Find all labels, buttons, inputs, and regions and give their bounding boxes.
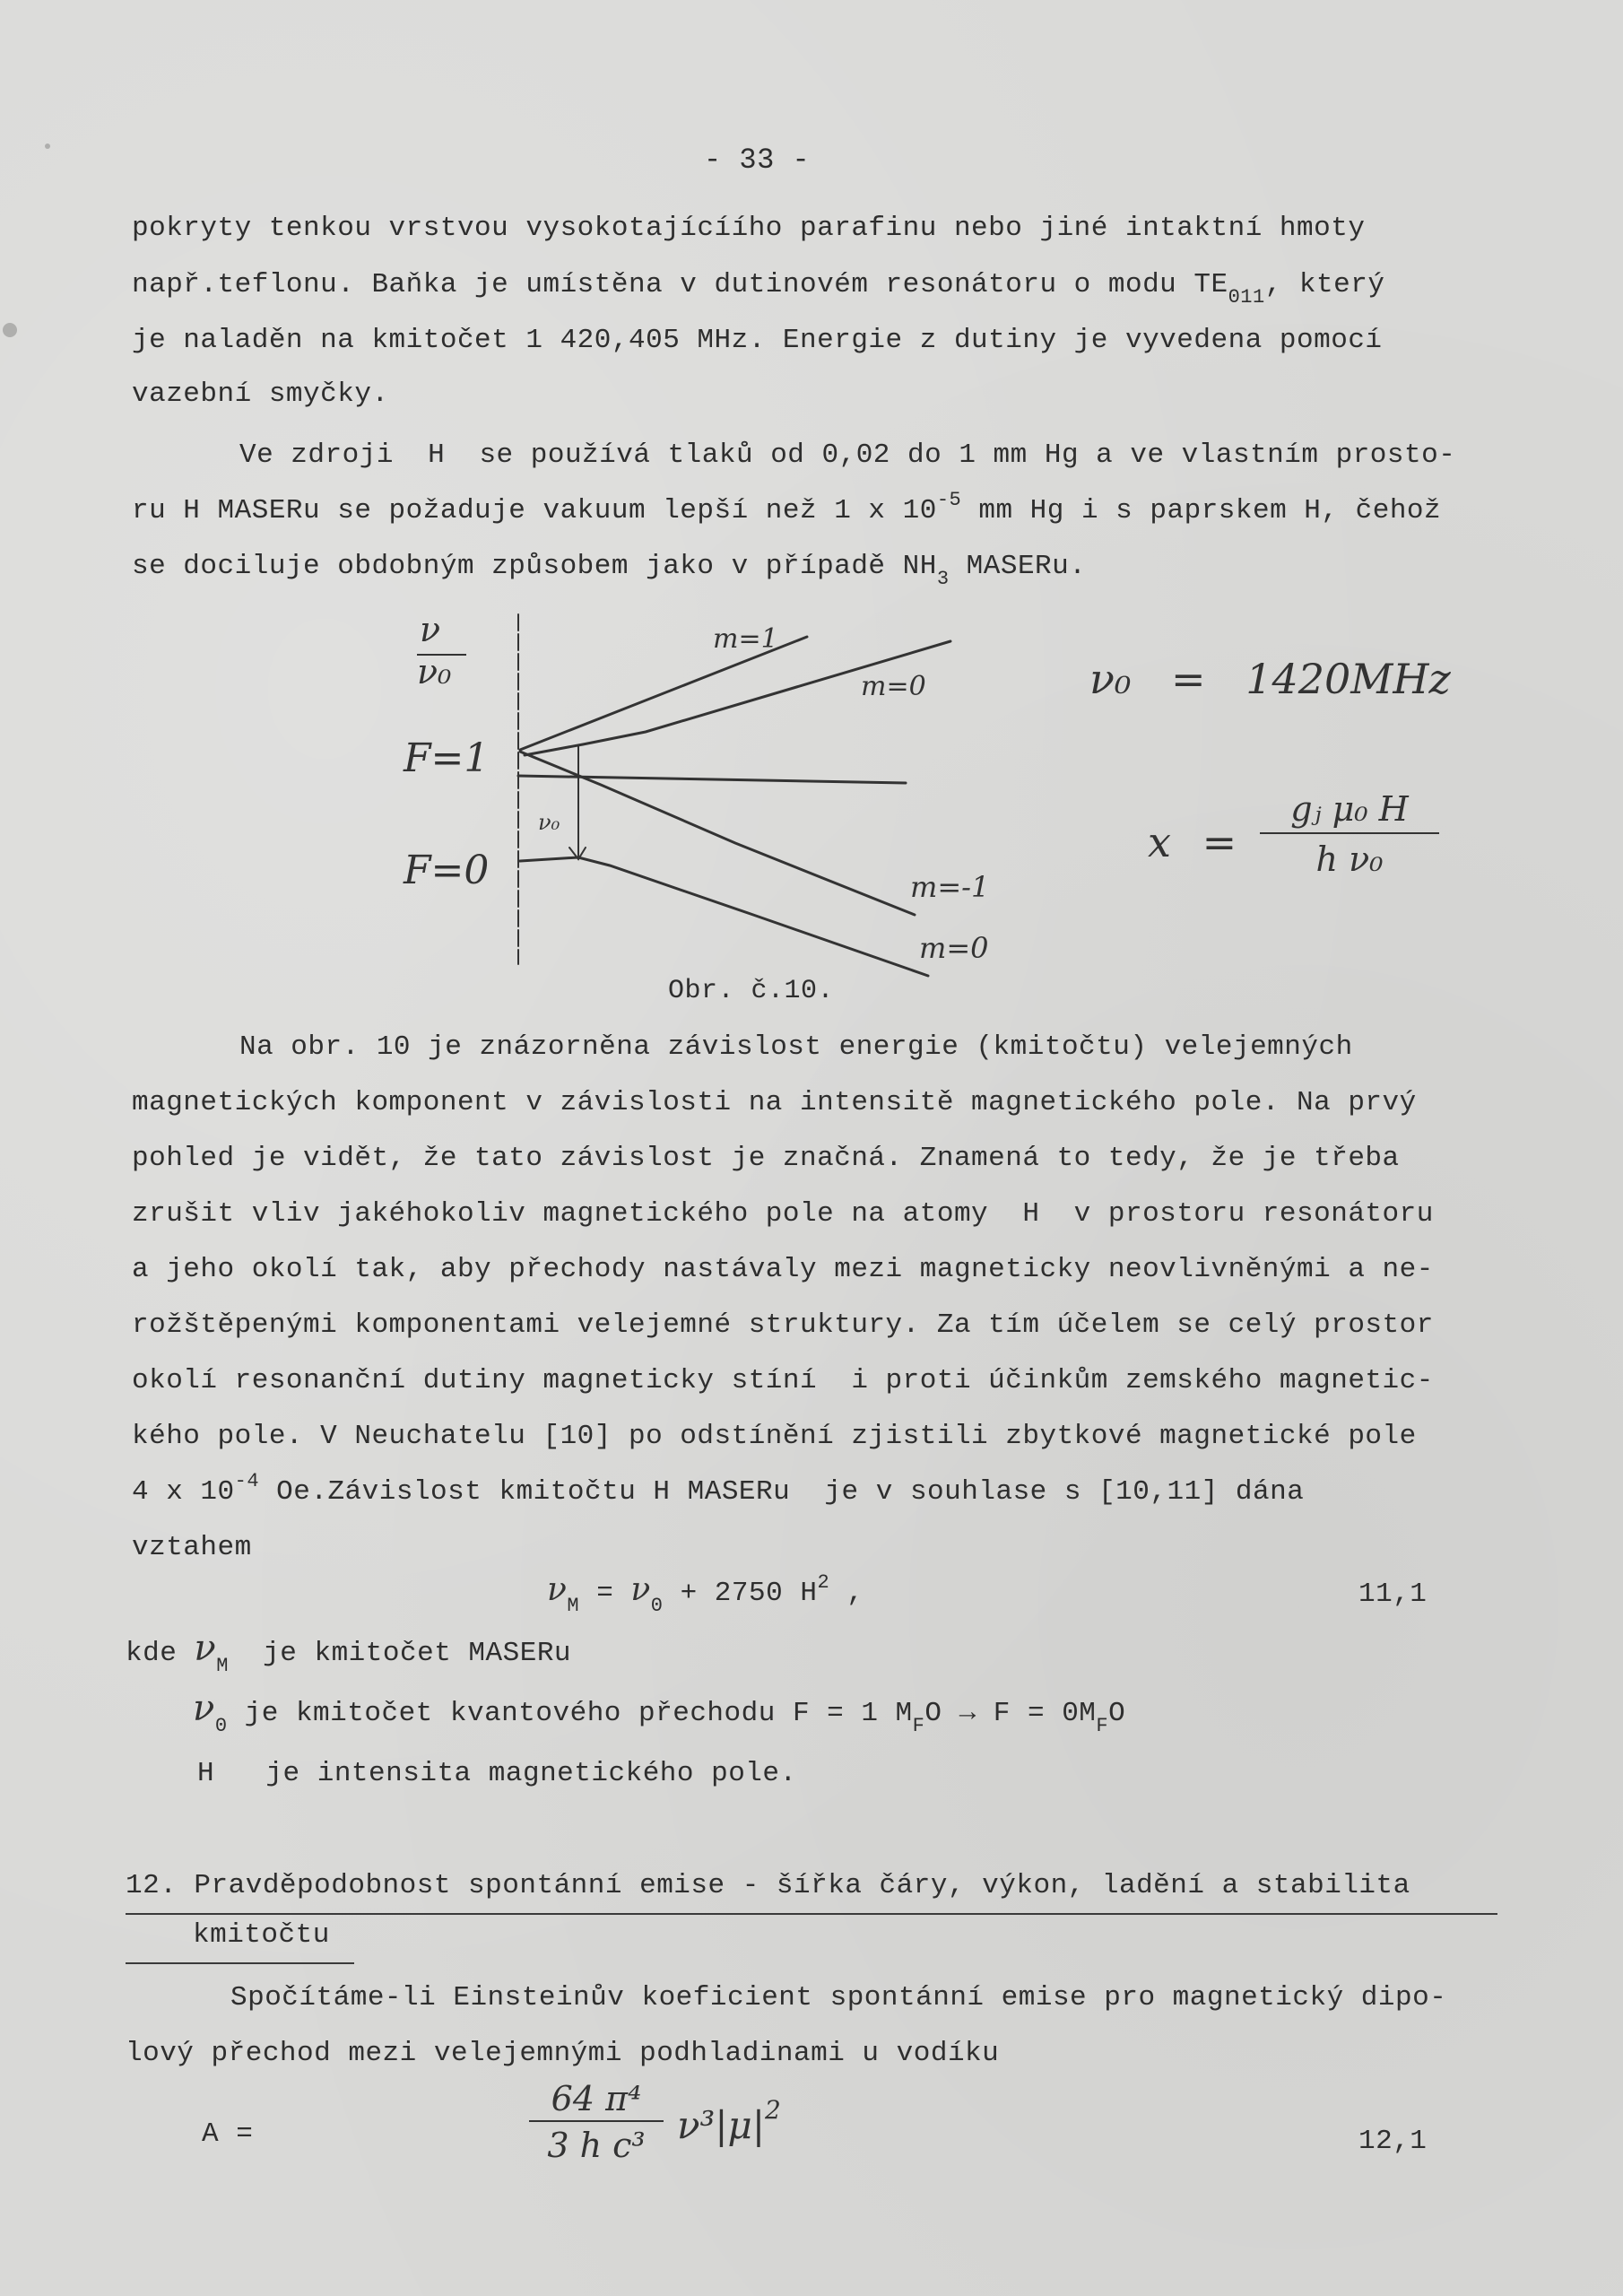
equation-12-1-lhs: A =	[202, 2118, 254, 2150]
denominator: 3 h c³	[547, 2126, 646, 2165]
page-number: - 33 -	[704, 144, 811, 177]
sub: F	[912, 1715, 925, 1737]
prefix: kde	[126, 1638, 178, 1669]
heading-underline	[126, 1913, 1497, 1915]
paragraph3-line10: vztahem	[132, 1532, 252, 1563]
text: se dociluje obdobným způsobem jako v případě NH	[132, 551, 937, 582]
y-axis-label-num: ν	[420, 610, 441, 649]
figure-caption: Obr. č.10.	[668, 976, 835, 1006]
paragraph2-line2	[132, 489, 1442, 526]
equation-12-1-tail	[677, 2095, 781, 2147]
section12-para-line1: Spočítáme-li Einsteinův koeficient spontánní emise pro magnetický dipo-	[230, 1982, 1447, 2013]
nu0-formula	[1089, 655, 1451, 703]
paragraph3-line5: a jeho okolí tak, aby přechody nastávaly mezi magneticky neovlivněnými a ne-	[132, 1254, 1434, 1285]
definition-nu-m	[126, 1628, 572, 1677]
text: mm Hg i s paprskem H, čehož	[961, 495, 1442, 526]
rhs: + 2750 H	[663, 1578, 818, 1609]
text: např.teflonu. Baňka je umístěna v dutinovém resonátoru o modu TE	[132, 269, 1228, 300]
paragraph3-line4: zrušit vliv jakéhokoliv magnetického pole na atomy H v prostoru resonátoru	[132, 1198, 1434, 1230]
section12-heading-line1: 12. Pravděpodobnost spontánní emise - šířka čáry, výkon, ladění a stabilita	[126, 1870, 1410, 1901]
symbol: ν	[193, 1688, 215, 1729]
text: O	[1108, 1698, 1126, 1729]
text: je kmitočet MASERu	[263, 1638, 572, 1669]
equation-number-12-1: 12,1	[1358, 2126, 1428, 2157]
eq: =	[579, 1578, 631, 1609]
branch-f0-m0	[520, 857, 928, 976]
nu-m-sub: M	[567, 1595, 580, 1617]
branch-label-m0-lower: m=0	[919, 931, 989, 965]
level-f0-label: F=0	[404, 848, 490, 893]
section12-para-line2: lový přechod mezi velejemnými podhladinami u vodíku	[126, 2038, 1000, 2069]
paragraph1-line3: je naladěn na kmitočet 1 420,405 MHz. Energie z dutiny je vyvedena pomocí	[132, 325, 1383, 356]
hyperfine-diagram	[377, 592, 1058, 1013]
x-eq: =	[1202, 818, 1237, 866]
section12-heading-line2: kmitočtu	[193, 1919, 330, 1951]
text: Oe.Závislost kmitočtu H MASERu je v souhlase s [10,11] dána	[259, 1476, 1305, 1508]
paragraph2-line3	[132, 551, 1087, 590]
exponent: -4	[234, 1470, 260, 1492]
text: O → F = 0M	[924, 1698, 1097, 1729]
paragraph3-line2: magnetických komponent v závislosti na intensitě magnetického pole. Na prvý	[132, 1087, 1417, 1118]
sub: F	[1096, 1715, 1109, 1737]
level-f1-label: F=1	[404, 735, 490, 781]
symbol: H	[197, 1758, 215, 1789]
paper-spot	[3, 323, 17, 337]
paragraph3-line6: rožštěpenými komponentami velejemné struktury. Za tím účelem se celý prostor	[132, 1309, 1434, 1341]
exponent: 2	[817, 1571, 830, 1594]
branch-label-m0-upper: m=0	[861, 671, 926, 702]
text: je intensita magnetického pole.	[265, 1758, 797, 1789]
equation-number-11-1: 11,1	[1358, 1578, 1428, 1610]
definition-nu-0	[193, 1688, 1126, 1737]
paragraph3-line7: okolí resonanční dutiny magneticky stíní i proti účinkům zemského magnetic-	[132, 1365, 1434, 1396]
trail: ,	[829, 1578, 864, 1609]
subscript: 3	[936, 568, 950, 590]
y-axis-label-den: ν₀	[417, 652, 452, 691]
x-formula-fraction	[1260, 789, 1439, 879]
paragraph1-line4: vazební smyčky.	[132, 378, 389, 410]
text: 4 x 10	[132, 1476, 235, 1508]
exponent: -5	[936, 489, 962, 511]
nu0-rhs: 1420MHz	[1245, 655, 1451, 703]
exponent: 2	[764, 2095, 781, 2125]
paragraph3-line9	[132, 1470, 1305, 1508]
equation-12-1-fraction	[529, 2079, 664, 2165]
paragraph3-line1: Na obr. 10 je znázorněna závislost energie (kmitočtu) velejemných	[239, 1031, 1353, 1063]
branch-label-m-1: m=-1	[910, 870, 990, 904]
symbol-sub: M	[216, 1655, 229, 1677]
definition-h	[197, 1758, 797, 1789]
x-numerator: gⱼ μ₀ H	[1260, 789, 1439, 834]
nu0-lhs: ν₀	[1089, 655, 1132, 703]
equation-11-1	[547, 1571, 864, 1617]
text: , který	[1264, 269, 1385, 300]
nu-0-sub: 0	[650, 1595, 664, 1617]
paper-spot	[45, 144, 50, 149]
nu-0: ν	[630, 1571, 651, 1608]
symbol: ν	[194, 1628, 217, 1669]
paragraph2-line1: Ve zdroji H se používá tlaků od 0,02 do 1 mm Hg a ve vlastním prosto-	[239, 439, 1456, 471]
text: MASERu.	[949, 551, 1087, 582]
branch-label-m1: m=1	[713, 623, 778, 655]
text: ru H MASERu se požaduje vakuum lepší než 1 x 10	[132, 495, 937, 526]
x-formula-lhs	[1148, 818, 1237, 866]
heading-underline	[126, 1962, 354, 1964]
text: je kmitočet kvantového přechodu F = 1 M	[244, 1698, 913, 1729]
paragraph1-line2	[132, 269, 1385, 309]
paragraph1-line1: pokryty tenkou vrstvou vysokotajícíího parafinu nebo jiné intaktní hmoty	[132, 213, 1366, 244]
nu0-eq: =	[1171, 655, 1206, 703]
mode-subscript: 011	[1228, 286, 1265, 309]
paragraph3-line8: kého pole. V Neuchatelu [10] po odstínění zjistili zbytkové magnetické pole	[132, 1421, 1417, 1452]
paragraph3-line3: pohled je vidět, že tato závislost je značná. Znamená to tedy, že je třeba	[132, 1143, 1400, 1174]
transition-label: ν₀	[538, 810, 560, 835]
numerator: 64 π⁴	[529, 2079, 664, 2122]
upper-axis-tick	[518, 776, 906, 783]
nu-m: ν	[547, 1571, 568, 1608]
x-lhs: x	[1148, 818, 1171, 866]
x-denominator: h ν₀	[1315, 839, 1384, 879]
symbol-sub: 0	[214, 1715, 228, 1737]
tail: ν³|μ|	[677, 2103, 765, 2147]
